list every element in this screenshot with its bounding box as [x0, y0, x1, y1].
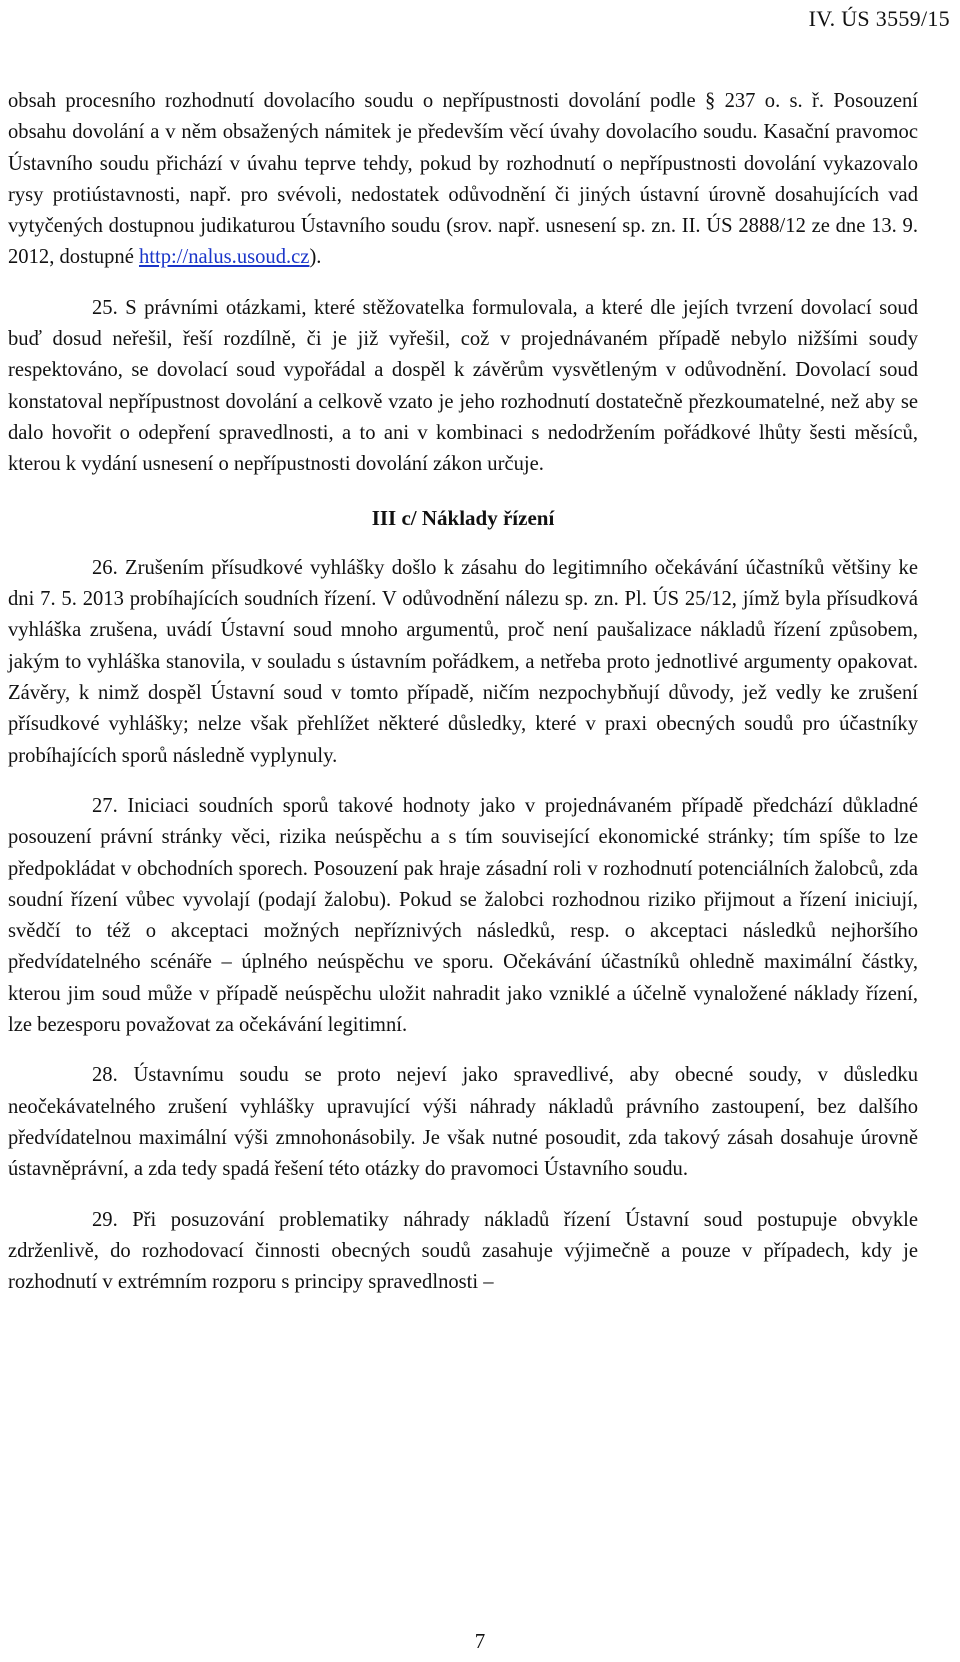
paragraph-text-end: ).	[309, 246, 322, 269]
paragraph-text: obsah procesního rozhodnutí dovolacího soudu o nepřípustnosti dovolání podle § 237 o. s. ř. Posouzení obsahu dovolání a v něm obsažených námitek je především věcí úvahy dovolacího soudu. Kasační pravomoc Ústavního soudu přichází v úvahu teprve tehdy, pokud by rozhodnutí o nepřípustnosti dovolání vykazovalo rysy protiústavnosti, např. pro svévoli, nedostatek odůvodnění či jiných ústavní úrovně dosahujících vad vytyčených dostupnou judikaturou Ústavního soudu (srov. např. usnesení sp. zn. II. ÚS 2888/12 ze dne 13. 9. 2012, dostupné	[8, 90, 918, 269]
paragraph-29: 29. Při posuzování problematiky náhrady nákladů řízení Ústavní soud postupuje obvykle zdrženlivě, do rozhodovací činnosti obecných soudů zasahuje výjimečně a pouze v případech, kdy je rozhodnutí v extrémním rozporu s principy spravedlnosti –	[8, 1208, 918, 1294]
nalus-link[interactable]: http://nalus.usoud.cz	[139, 246, 310, 269]
paragraph-28: 28. Ústavnímu soudu se proto nejeví jako spravedlivé, aby obecné soudy, v důsledku neočekávatelného zrušení vyhlášky upravující výši náhrady nákladů právního zastoupení, bez dalšího předvídatelnou maximální výši zmnohonásobily. Je však nutné posoudit, zda takový zásah dosahuje úrovně ústavněprávní, a zda tedy spadá řešení této otázky do pravomoci Ústavního soudu.	[8, 1064, 918, 1181]
paragraph-27: 27. Iniciaci soudních sporů takové hodnoty jako v projednávaném případě předchází důkladné posouzení právní stránky věci, rizika neúspěchu a s tím související ekonomické stránky; tím spíše to lze předpokládat v obchodních sporech. Posouzení pak hraje zásadní roli v rozhodnutí potenciálních žalobců, zda soudní řízení vůbec vyvolají (podají žalobu). Pokud se žalobci rozhodnou riziko přijmout a řízení iniciují, svědčí to též o akceptaci možných nepříznivých následků, resp. o akceptaci následků nejhoršího předvídatelného scénáře – úplného neúspěchu ve sporu. Očekávání účastníků ohledně maximální částky, kterou jim soud může v případě neúspěchu uložit nahradit jako vzniklé a účelně vynaložené náklady řízení, lze bezesporu považovat za očekávání legitimní.	[8, 794, 918, 1037]
paragraph-25: 25. S právními otázkami, které stěžovatelka formulovala, a které dle jejích tvrzení dovolací soud buď dosud neřešil, řeší rozdílně, či je již vyřešil, což v projednávaném případě nebylo nižšími soudy respektováno, se dovolací soud vypořádal a dospěl k závěrům vysvětleným v odůvodnění. Dovolací soud konstatoval nepřípustnost dovolání a celkově vzato je jeho rozhodnutí dostatečně přezkoumatelné, než aby se dalo hovořit o odepření spravedlnosti, a to ani v kombinaci s nedodržením pořádkové lhůty šesti měsíců, kterou k vydání usnesení o nepřípustnosti dovolání zákon určuje.	[8, 296, 918, 476]
case-number-header: IV. ÚS 3559/15	[808, 6, 950, 31]
paragraph-24-continuation	[8, 86, 918, 274]
document-body	[8, 86, 918, 1298]
paragraph-26: 26. Zrušením přísudkové vyhlášky došlo k zásahu do legitimního očekávání účastníků většiny ke dni 7. 5. 2013 probíhajících soudních řízení. V odůvodnění nálezu sp. zn. Pl. ÚS 25/12, jímž byla přísudková vyhláška zrušena, uvádí Ústavní soud mnoho argumentů, proč není paušalizace nákladů řízení způsobem, jakým to vyhláška stanovila, v souladu s ústavním pořádkem, a netřeba proto jednotlivé argumenty opakovat. Závěry, k nimž dospěl Ústavní soud v tomto případě, ničím nezpochybňují důvody, jež vedly ke zrušení přísudkové vyhlášky; nelze však přehlížet některé důsledky, které v praxi obecných soudů pro účastníky probíhajících sporů následně vyplynuly.	[8, 556, 918, 767]
page-number: 7	[474, 1629, 486, 1653]
section-heading: III c/ Náklady řízení	[371, 505, 555, 530]
